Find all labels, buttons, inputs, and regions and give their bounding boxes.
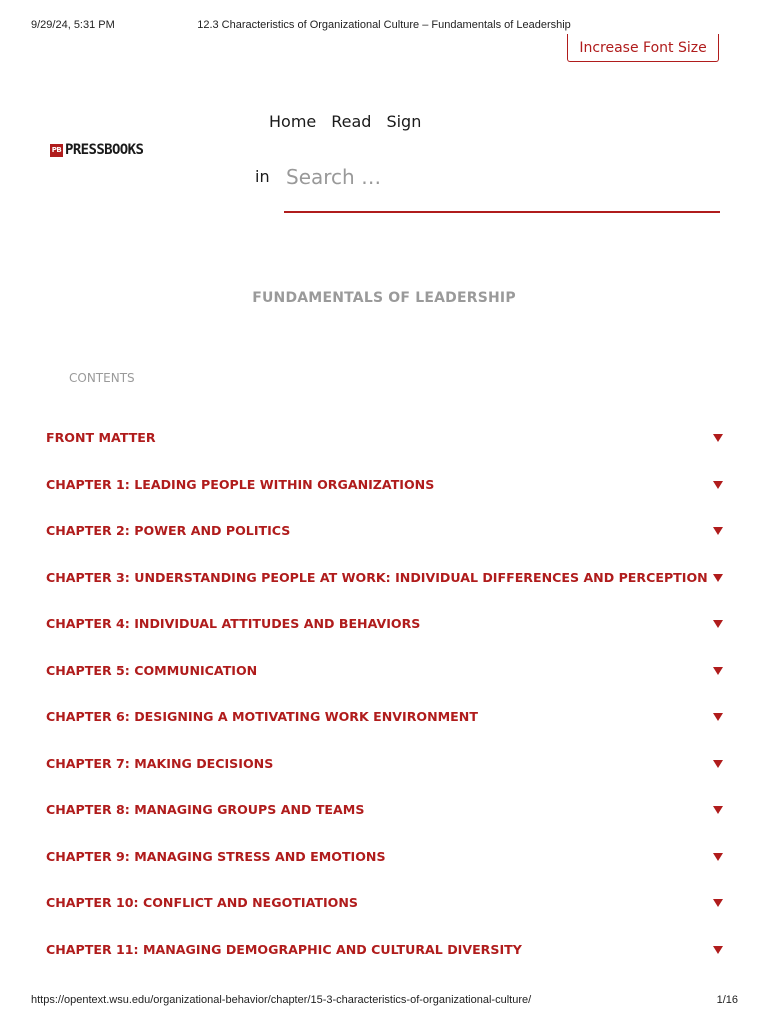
contents-heading: CONTENTS: [69, 371, 135, 385]
caret-down-icon[interactable]: [713, 853, 723, 861]
print-footer-url: https://opentext.wsu.edu/organizational-behavior/chapter/15-3-characteristics-of-organizational-culture/: [31, 994, 532, 1006]
toc-item-label[interactable]: CHAPTER 10: CONFLICT AND NEGOTIATIONS: [46, 895, 358, 910]
pressbooks-logo[interactable]: [50, 142, 143, 158]
caret-down-icon[interactable]: [713, 574, 723, 582]
toc-item-label[interactable]: CHAPTER 11: MANAGING DEMOGRAPHIC AND CULTURAL DIVERSITY: [46, 941, 522, 957]
caret-down-icon[interactable]: [713, 620, 723, 628]
toc-item-label[interactable]: CHAPTER 5: COMMUNICATION: [46, 662, 258, 678]
toc-item-label[interactable]: CHAPTER 9: MANAGING STRESS AND EMOTIONS: [46, 848, 386, 864]
increase-font-size-button[interactable]: Increase Font Size: [567, 34, 719, 62]
print-header-title: 12.3 Characteristics of Organizational Culture – Fundamentals of Leadership: [197, 19, 571, 31]
toc-item-label[interactable]: FRONT MATTER: [46, 430, 156, 445]
caret-down-icon[interactable]: [713, 434, 723, 442]
toc-item[interactable]: [46, 796, 726, 843]
toc-item[interactable]: [46, 424, 726, 471]
search-input[interactable]: [284, 157, 720, 213]
toc-item[interactable]: [46, 471, 726, 518]
toc-item[interactable]: [46, 657, 726, 704]
caret-down-icon[interactable]: [713, 527, 723, 535]
toc-item-label[interactable]: CHAPTER 4: INDIVIDUAL ATTITUDES AND BEHAVIORS: [46, 616, 421, 631]
nav-home-link[interactable]: Home: [269, 112, 317, 131]
toc-item[interactable]: [46, 889, 726, 936]
toc-item[interactable]: [46, 564, 726, 611]
caret-down-icon[interactable]: [713, 667, 723, 675]
caret-down-icon[interactable]: [713, 806, 723, 814]
toc-item-label[interactable]: CHAPTER 3: UNDERSTANDING PEOPLE AT WORK: INDIVIDUAL DIFFERENCES AND PERCEPTION: [46, 569, 708, 585]
toc-item[interactable]: [46, 936, 726, 983]
book-title: FUNDAMENTALS OF LEADERSHIP: [252, 290, 516, 306]
nav-sign-in-link[interactable]: Sign: [386, 112, 422, 131]
toc-item-label[interactable]: CHAPTER 7: MAKING DECISIONS: [46, 755, 274, 771]
table-of-contents: [46, 424, 726, 982]
main-nav: [269, 112, 421, 131]
caret-down-icon[interactable]: [713, 481, 723, 489]
toc-item-label[interactable]: CHAPTER 1: LEADING PEOPLE WITHIN ORGANIZATIONS: [46, 476, 435, 492]
nav-read-link[interactable]: Read: [331, 112, 372, 131]
toc-item[interactable]: [46, 517, 726, 564]
pressbooks-logo-text: PRESSBOOKS: [65, 142, 144, 158]
toc-item-label[interactable]: CHAPTER 2: POWER AND POLITICS: [46, 523, 291, 538]
toc-item[interactable]: [46, 750, 726, 797]
caret-down-icon[interactable]: [713, 899, 723, 907]
pressbooks-logo-icon: PB: [50, 144, 63, 157]
toc-item[interactable]: [46, 610, 726, 657]
toc-item[interactable]: [46, 843, 726, 890]
print-footer-page-number: 1/16: [716, 994, 738, 1006]
print-header-datetime: 9/29/24, 5:31 PM: [31, 19, 115, 31]
nav-sign-in-link-continued[interactable]: in: [255, 167, 270, 186]
caret-down-icon[interactable]: [713, 760, 723, 768]
caret-down-icon[interactable]: [713, 946, 723, 954]
toc-item-label[interactable]: CHAPTER 8: MANAGING GROUPS AND TEAMS: [46, 802, 365, 817]
toc-item[interactable]: [46, 703, 726, 750]
caret-down-icon[interactable]: [713, 713, 723, 721]
toc-item-label[interactable]: CHAPTER 6: DESIGNING A MOTIVATING WORK ENVIRONMENT: [46, 709, 478, 724]
